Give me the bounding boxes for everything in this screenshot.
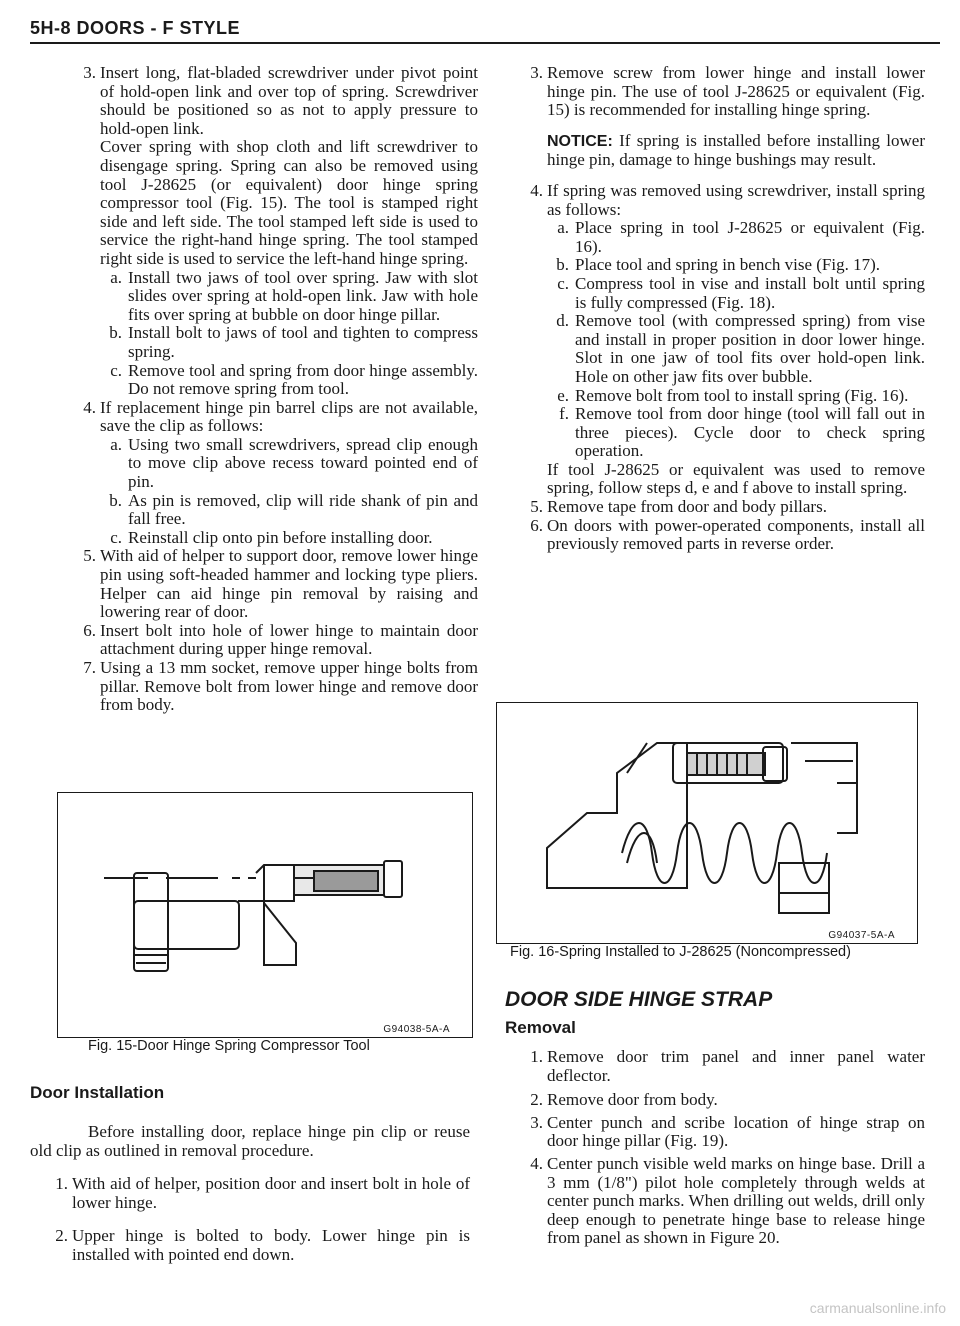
substep-letter: c. [110, 360, 122, 380]
spring-installed-drawing [497, 703, 917, 943]
substep-letter: c. [110, 527, 122, 547]
notice-label: NOTICE: [547, 132, 613, 150]
step-item [505, 1091, 925, 1110]
substep-item [505, 312, 925, 386]
substep-letter: b. [109, 490, 122, 510]
substep-letter: b. [109, 323, 122, 343]
step-text: If replacement hinge pin barrel clips are not available, save the clip as follows: [100, 397, 478, 436]
step-text: Insert bolt into hole of lower hinge to maintain door attachment during upper hinge removal. [100, 620, 478, 659]
left-column [58, 64, 478, 715]
step-text: If spring was removed using screwdriver, install spring as follows: [547, 180, 925, 219]
step-text: Remove door trim panel and inner panel water deflector. [547, 1047, 925, 1085]
door-installation-block [30, 1122, 470, 1264]
step-number: 6. [530, 515, 543, 535]
step-number: 5. [530, 497, 543, 517]
header-rule [30, 42, 940, 44]
substep-text: Remove tool from door hinge (tool will fall out in three pieces). Cycle door to check spring operation. [575, 404, 925, 461]
substep-text: Remove tool and spring from door hinge assembly. Do not remove spring from tool. [128, 360, 478, 399]
figure-code: G94037-5A-A [828, 930, 895, 941]
substep-item [505, 405, 925, 461]
step-text: Remove door from body. [547, 1090, 718, 1110]
step-item [505, 498, 925, 517]
step-extra-text: Cover spring with shop cloth and lift screwdriver to disengage spring. Spring can also be removed using tool J-28625 (or equivalent) door hinge spring compressor tool (Fig. 15). The tool is stamped right side and left side. The tool stamped left side is used to service the right-hand hinge spring. The tool stamped right side is used to service the left-hand hinge spring. [100, 137, 478, 268]
step-text: With aid of helper, position door and insert bolt in hole of lower hinge. [72, 1174, 470, 1212]
substep-item [505, 219, 925, 256]
step-item [505, 1114, 925, 1151]
substep-item [58, 324, 478, 361]
figure-caption: Fig. 16-Spring Installed to J-28625 (Noncompressed) [510, 944, 851, 960]
step-item [58, 659, 478, 715]
figure-caption: Fig. 15-Door Hinge Spring Compressor Tool [88, 1038, 370, 1054]
figure-code: G94038-5A-A [383, 1024, 450, 1035]
step-text: Using a 13 mm socket, remove upper hinge bolts from pillar. Remove bolt from lower hinge and remove door from body. [100, 658, 478, 715]
substep-item [58, 362, 478, 399]
step-number: 3. [530, 63, 543, 82]
substep-letter: a. [110, 267, 122, 287]
step-item [58, 622, 478, 659]
step-item [30, 1174, 470, 1212]
page-title: 5H-8 DOORS - F STYLE [30, 18, 241, 38]
intro-paragraph: Before installing door, replace hinge pin clip or reuse old clip as outlined in removal procedure. [30, 1122, 470, 1160]
substep-letter: f. [559, 404, 569, 424]
substep-letter: a. [557, 218, 569, 238]
substep-item [505, 256, 925, 275]
step-number: 4. [530, 1153, 543, 1173]
step-text: Center punch and scribe location of hinge strap on door hinge pillar (Fig. 19). [547, 1112, 925, 1151]
subsection-heading: Removal [505, 1018, 576, 1037]
section-heading: DOOR SIDE HINGE STRAP [505, 988, 773, 1011]
step-number: 4. [530, 180, 543, 200]
substep-item [58, 269, 478, 325]
step-number: 1. [55, 1174, 68, 1193]
step-number: 3. [83, 63, 96, 82]
step-text: Upper hinge is bolted to body. Lower hinge pin is installed with pointed end down. [72, 1226, 470, 1264]
step-number: 4. [83, 397, 96, 417]
hinge-strap-steps [505, 1048, 925, 1248]
step-text: Insert long, flat-bladed screwdriver under pivot point of hold-open link and over top of spring. Screwdriver should be positioned so as not to apply pressure to hold-open link. [100, 63, 478, 138]
step-number: 5. [83, 546, 96, 566]
step-text: Center punch visible weld marks on hinge base. Drill a 3 mm (1/8") pilot hole completely through welds at center punch marks. When drilling out welds, drill only deep enough to penetrate hinge base to release hinge from panel as shown in Figure 20. [547, 1153, 925, 1248]
step-item [505, 1048, 925, 1085]
substep-item [58, 436, 478, 492]
substep-text: Place spring in tool J-28625 or equivalent (Fig. 16). [575, 218, 925, 256]
figure-15 [57, 792, 473, 1038]
substep-text: Place tool and spring in bench vise (Fig. 17). [575, 255, 881, 275]
step-item [505, 182, 925, 219]
step-item [58, 64, 478, 269]
step-text: With aid of helper to support door, remove lower hinge pin using soft-headed hammer and locking type pliers. Helper can aid hinge pin removal by raising and lowering rear of door. [100, 546, 478, 622]
substep-letter: e. [557, 385, 569, 405]
substep-text: Install bolt to jaws of tool and tighten to compress spring. [128, 323, 478, 361]
step-item [505, 517, 925, 554]
notice-block [547, 132, 925, 170]
substep-text: As pin is removed, clip will ride shank of pin and fall free. [128, 490, 478, 529]
watermark: carmanualsonline.info [809, 1300, 946, 1316]
page-header [30, 18, 940, 44]
substep-letter: b. [556, 255, 569, 275]
spring-compressor-tool-drawing [58, 793, 472, 1037]
step-item [30, 1226, 470, 1264]
substep-text: Compress tool in vise and install bolt until spring is fully compressed (Fig. 18). [575, 273, 925, 312]
step-item [505, 1155, 925, 1248]
substep-letter: d. [556, 311, 569, 331]
step-text: Remove screw from lower hinge and install lower hinge pin. The use of tool J-28625 or equivalent (Fig. 15) is recommended for installing hinge spring. [547, 63, 925, 120]
step-text: Remove tape from door and body pillars. [547, 497, 827, 517]
step-number: 6. [83, 620, 96, 640]
substep-item [505, 275, 925, 312]
substep-text: Remove tool (with compressed spring) from vise and install in proper position in door lower hinge. Slot in one jaw of tool fits over hold-open link. Hole on other jaw fits over bubble. [575, 311, 925, 386]
step-number: 3. [530, 1112, 543, 1132]
substep-text: Remove bolt from tool to install spring (Fig. 16). [575, 385, 909, 405]
step-item [58, 399, 478, 436]
notice-text: If spring is installed before installing lower hinge pin, damage to hinge bushings may result. [547, 130, 925, 170]
substep-text: Using two small screwdrivers, spread clip enough to move clip above recess toward pointed end of pin. [128, 434, 478, 492]
substep-item [58, 529, 478, 548]
substep-item [58, 492, 478, 529]
step-number: 2. [530, 1090, 543, 1110]
right-column [505, 64, 925, 554]
step-number: 2. [55, 1226, 68, 1245]
substep-letter: a. [110, 434, 122, 454]
step-text: On doors with power-operated components, install all previously removed parts in reverse order. [547, 515, 925, 554]
section-heading: Door Installation [30, 1083, 165, 1102]
step-note-text: If tool J-28625 or equivalent was used to remove spring, follow steps d, e and f above to install spring. [547, 459, 925, 498]
substep-text: Reinstall clip onto pin before installing door. [128, 527, 433, 547]
step-number: 7. [83, 658, 96, 677]
substep-text: Install two jaws of tool over spring. Jaw with slot slides over spring at hold-open link. Jaw with hole fits over spring at bubble on door hinge pillar. [128, 267, 478, 324]
step-number: 1. [530, 1047, 543, 1066]
step-item [505, 64, 925, 120]
substep-item [505, 387, 925, 406]
step-item [58, 547, 478, 621]
substep-letter: c. [557, 273, 569, 293]
figure-16 [496, 702, 918, 944]
